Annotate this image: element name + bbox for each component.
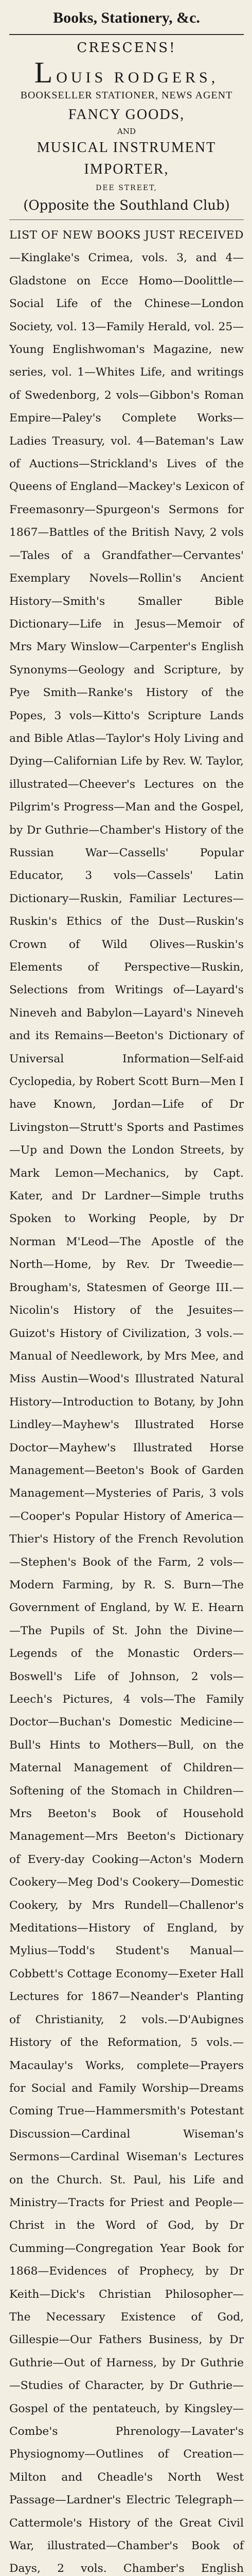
fancy-goods-line: FANCY GOODS,: [68, 107, 185, 123]
name-rest: OUIS RODGERS,: [56, 69, 219, 86]
proprietor-name: [9, 56, 244, 89]
name-initial: L: [34, 56, 57, 89]
divider: [9, 219, 244, 220]
opposite-line: (Opposite the Southland Club): [23, 198, 230, 213]
section-header: Books, Stationery, &c.: [53, 9, 200, 26]
divider: [9, 34, 244, 35]
book-list: [9, 224, 244, 2576]
musical-line: MUSICAL INSTRUMENT IMPORTER,: [37, 140, 217, 177]
book-list-lead: LIST OF NEW BOOKS JUST RECEIVED—: [9, 229, 244, 265]
book-list-body: Kinglake's Crimea, vols. 3, and 4—Gladstone on Ecce Homo—Doolittle—Social Life of the Chinese—London Society, vol. 13—Family Herald, vol. 25—Young Englishwoman's Magazine, new series, vol. 1—Whites Life, and writings of Swedenborg, 2 vols—Gibbon's Roman Empire—Paley's Complete Works—Ladies Treasury, vol. 4—Bateman's Law of Auctions—Strickland's Lives of the Queens of England—Mackey's Lexicon of Freemasonry—Spurgeon's Sermons for 1867—Battles of the British Navy, 2 vols—Tales of a Grandfather—Cervantes' Exemplary Novels—Rollin's Ancient History—Smith's Smaller Bible Dictionary—Life in Jesus—Memoir of Mrs Mary Winslow—Carpenter's English Synonyms—Geology and Scripture, by Pye Smith—Ranke's History of the Popes, 3 vols—Kitto's Scripture Lands and Bible Atlas—Taylor's Holy Living and Dying—Californian Life by Rev. W. Taylor, illustrated—Cheever's Lectures on the Pilgrim's Progress—Man and the Gospel, by Dr Guthrie—Chamber's History of the Russian War—Cassells' Popular Educator, 3 vols—Cassels' Latin Dictionary—Ruskin, Familiar Lectures—Ruskin's Ethics of the Dust—Ruskin's Crown of Wild Olives—Ruskin's Elements of Perspective—Ruskin, Selections from Writings of—Layard's Nineveh and Babylon—Layard's Nineveh and its Remains—Beeton's Dictionary of Universal Information—Self-aid Cyclopedia, by Robert Scott Burn—Men I have Known, Jordan—Life of Dr Livingston—Strutt's Sports and Pastimes—Up and Down the London Streets, by Mark Lemon—Mechanics, by Capt. Kater, and Dr Lardner—Simple truths Spoken to Working People, by Dr Norman M'Leod—The Apostle of the North—Home, by Rev. Dr Tweedie—Brougham's, Statesmen of George III.—Nicolin's History of the Jesuites—Guizot's History of Civilization, 3 vols.—Manual of Needlework, by Mrs Mee, and Miss Austin—Wood's Illustrated Natural History—Introduction to Botany, by John Lindley—Mayhew's Illustrated Horse Doctor—Mayhew's Illustrated Horse Management—Beeton's Book of Garden Management—Mysteries of Paris, 3 vols—Cooper's Popular History of America—Thier's History of the French Revolution—Stephen's Book of the Farm, 2 vols—Modern Farming, by R. S. Burn—The Government of England, by W. E. Hearn—The Pupils of St. John the Divine—Legends of the Monastic Orders—Boswell's Life of Johnson, 2 vols—Leech's Pictures, 4 vols—The Family Doctor—Buchan's Domestic Medicine—Bull's Hints to Mothers—Bull, on the Maternal Management of Children—Softening of the Stomach in Children—Mrs Beeton's Book of Household Management—Mrs Beeton's Dictionary of Every-day Cooking—Acton's Modern Cookery—Meg Dod's Cookery—Domestic Cookery, by Mrs Rundell—Challenor's Meditations—History of England, by Mylius—Todd's Student's Manual—Cobbett's Cottage Economy—Exeter Hall Lectures for 1867—Neander's Planting of Christianity, 2 vols.—D'Aubignes History of the Reformation, 5 vols.—Macaulay's Works, complete—Prayers for Social and Family Worship—Dreams Coming True—Hammersmith's Potestant Discussion—Cardinal Wiseman's Sermons—Cardinal Wiseman's Lectures on the Church. St. Paul, his Life and Ministry—Tracts for Priest and People—Christ in the Word of God, by Dr Cumming—Congregation Year Book for 1868—Evidences of Prophecy, by Dr Keith—Dick's Christian Philosopher—The Necessary Existence of God, Gillespie—Our Fathers Business, by Dr Guthrie—Out of Harness, by Dr Guthrie—Studies of Character, by Dr Guthrie—Gospel of the pentateuch, by Kingsley—Combe's Phrenology—Lavater's Physiognomy—Outlines of Creation—Milton and Cheadle's North West Passage—Lardner's Electric Telegraph—Cattermole's History of the Great Civil War, illustrated—Chamber's Book of Days, 2 vols. Chamber's English: [9, 251, 244, 2575]
street-line: DEE STREET,: [96, 184, 157, 192]
crescens-heading: CRESCENS!: [77, 40, 176, 56]
trade-line: BOOKSELLER STATIONER, NEWS AGENT: [20, 90, 233, 101]
and-line: AND: [117, 127, 136, 136]
